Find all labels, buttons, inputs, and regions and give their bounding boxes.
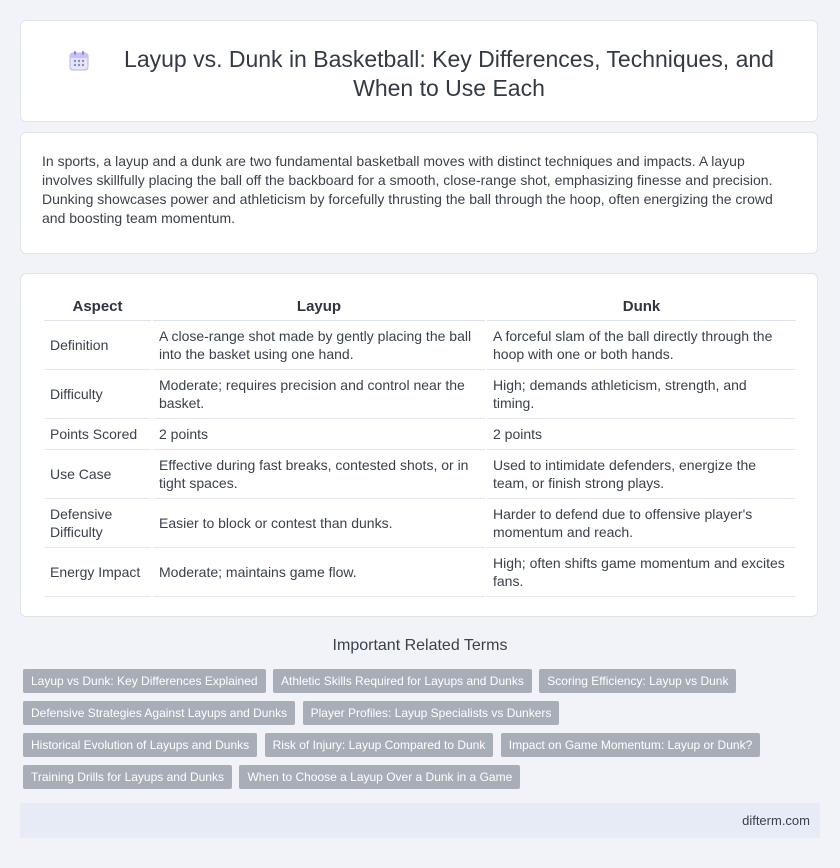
row-dunk: Used to intimidate defenders, energize the team, or finish strong plays. [487, 450, 796, 499]
related-terms-heading: Important Related Terms [332, 637, 508, 654]
row-layup: Moderate; requires precision and control near the basket. [153, 370, 485, 419]
row-aspect: Definition [44, 321, 151, 370]
related-term-link[interactable]: Defensive Strategies Against Layups and Dunks [23, 701, 295, 725]
related-term-link[interactable]: Historical Evolution of Layups and Dunks [23, 733, 257, 757]
table-row [44, 450, 796, 499]
row-layup: 2 points [153, 419, 485, 450]
table-row [44, 419, 796, 450]
related-term-link[interactable]: Risk of Injury: Layup Compared to Dunk [265, 733, 494, 757]
footer [20, 803, 820, 838]
row-aspect: Use Case [44, 450, 151, 499]
row-dunk: 2 points [487, 419, 796, 450]
intro-card [20, 132, 818, 254]
calendar-icon [68, 50, 90, 72]
related-term-link[interactable]: Impact on Game Momentum: Layup or Dunk? [501, 733, 760, 757]
row-layup: Moderate; maintains game flow. [153, 548, 485, 597]
row-dunk: High; demands athleticism, strength, and timing. [487, 370, 796, 419]
row-aspect: Points Scored [44, 419, 151, 450]
related-term-link[interactable]: Athletic Skills Required for Layups and Dunks [273, 669, 532, 693]
related-term-link[interactable]: Player Profiles: Layup Specialists vs Dunkers [303, 701, 560, 725]
intro-paragraph: In sports, a layup and a dunk are two fundamental basketball moves with distinct techniques and impacts. A layup involves skillfully placing the ball off the backboard for a smooth, close-range shot, emphasizing finesse and precision. Dunking showcases power and athleticism by forcefully thrusting the ball through the hoop, often energizing the crowd and boosting team momentum. [42, 153, 773, 226]
header-aspect: Aspect [44, 292, 151, 321]
related-terms-list [23, 669, 803, 797]
row-aspect: Energy Impact [44, 548, 151, 597]
row-layup: A close-range shot made by gently placing the ball into the basket using one hand. [153, 321, 485, 370]
table-row [44, 321, 796, 370]
row-aspect: Defensive Difficulty [44, 499, 151, 548]
row-aspect: Difficulty [44, 370, 151, 419]
header-layup: Layup [153, 292, 485, 321]
row-dunk: A forceful slam of the ball directly through the hoop with one or both hands. [487, 321, 796, 370]
comparison-table [42, 292, 798, 597]
related-term-link[interactable]: When to Choose a Layup Over a Dunk in a Game [239, 765, 520, 789]
page-title: Layup vs. Dunk in Basketball: Key Differences, Techniques, and When to Use Each [124, 46, 774, 101]
row-dunk: High; often shifts game momentum and excites fans. [487, 548, 796, 597]
related-term-link[interactable]: Scoring Efficiency: Layup vs Dunk [539, 669, 736, 693]
row-layup: Easier to block or contest than dunks. [153, 499, 485, 548]
row-layup: Effective during fast breaks, contested shots, or in tight spaces. [153, 450, 485, 499]
comparison-card [20, 273, 818, 617]
title-card [20, 20, 818, 122]
table-row [44, 499, 796, 548]
footer-site-link[interactable]: difterm.com [742, 813, 810, 828]
related-term-link[interactable]: Layup vs Dunk: Key Differences Explained [23, 669, 266, 693]
table-row [44, 370, 796, 419]
header-dunk: Dunk [487, 292, 796, 321]
related-term-link[interactable]: Training Drills for Layups and Dunks [23, 765, 232, 789]
table-row [44, 548, 796, 597]
row-dunk: Harder to defend due to offensive player's momentum and reach. [487, 499, 796, 548]
